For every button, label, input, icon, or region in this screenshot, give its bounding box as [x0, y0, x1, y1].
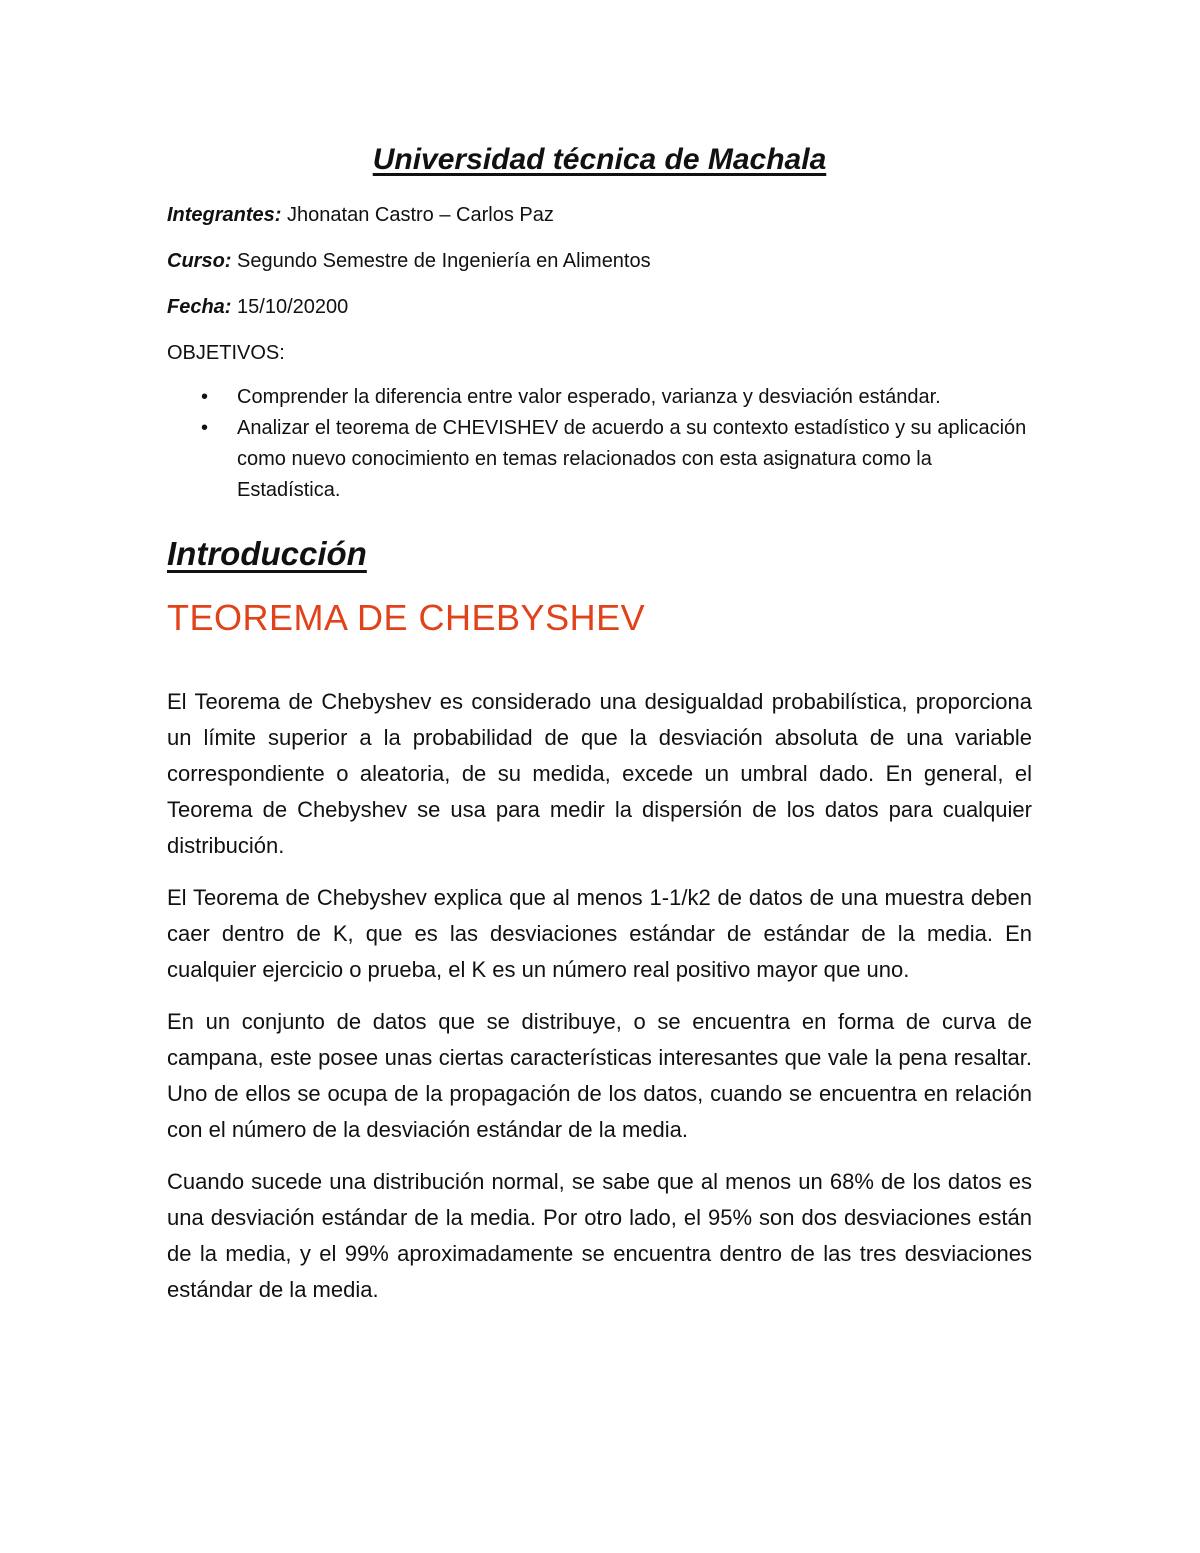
- objetivos-label: OBJETIVOS:: [167, 342, 285, 364]
- document-title: Universidad técnica de Machala: [372, 143, 827, 176]
- bullet-icon: •: [201, 417, 209, 439]
- objetivo-text: Analizar el teorema de CHEVISHEV de acuerdo a su contexto estadístico y su aplicación como nuevo conocimiento en temas relacionados con esta asignatura como la Estadística.: [237, 417, 1027, 501]
- fecha-line: [167, 294, 1032, 320]
- section-title: TEOREMA DE CHEBYSHEV: [167, 597, 646, 638]
- paragraph: Cuando sucede una distribución normal, se sabe que al menos un 68% de los datos es una desviación estándar de la media. Por otro lado, el 95% son dos desviaciones están de la media, y el 99% aproximadamente se encuentra dentro de las tres desviaciones estándar de la media.: [167, 1169, 1032, 1302]
- intro-heading: Introducción: [167, 535, 367, 572]
- objetivos-list: [167, 382, 1032, 506]
- fecha-label: Fecha:: [167, 296, 232, 318]
- document-content: [167, 140, 1032, 1324]
- paragraph: En un conjunto de datos que se distribuye, o se encuentra en forma de curva de campana, este posee unas ciertas características interesantes que vale la pena resaltar. Uno de ellos se ocupa de la propagación de los datos, cuando se encuentra en relación con el número de la desviación estándar de la media.: [167, 1009, 1032, 1142]
- curso-label: Curso:: [167, 250, 232, 272]
- integrantes-value: Jhonatan Castro – Carlos Paz: [281, 204, 554, 226]
- fecha-value: 15/10/20200: [231, 296, 349, 318]
- paragraph: El Teorema de Chebyshev explica que al menos 1-1/k2 de datos de una muestra deben caer dentro de K, que es las desviaciones estándar de estándar de la media. En cualquier ejercicio o prueba, el K es un número real positivo mayor que uno.: [167, 885, 1032, 982]
- integrantes-line: [167, 202, 1032, 228]
- curso-value: Segundo Semestre de Ingeniería en Alimentos: [231, 250, 651, 272]
- integrantes-label: Integrantes:: [167, 204, 282, 226]
- objetivo-text: Comprender la diferencia entre valor esperado, varianza y desviación estándar.: [237, 386, 941, 408]
- curso-line: [167, 248, 1032, 274]
- list-item: [167, 413, 1032, 506]
- list-item: [167, 382, 1032, 413]
- bullet-icon: •: [201, 386, 209, 408]
- paragraph: El Teorema de Chebyshev es considerado una desigualdad probabilística, proporciona un límite superior a la probabilidad de que la desviación absoluta de una variable correspondiente o aleatoria, de su medida, excede un umbral dado. En general, el Teorema de Chebyshev se usa para medir la dispersión de los datos para cualquier distribución.: [167, 689, 1032, 858]
